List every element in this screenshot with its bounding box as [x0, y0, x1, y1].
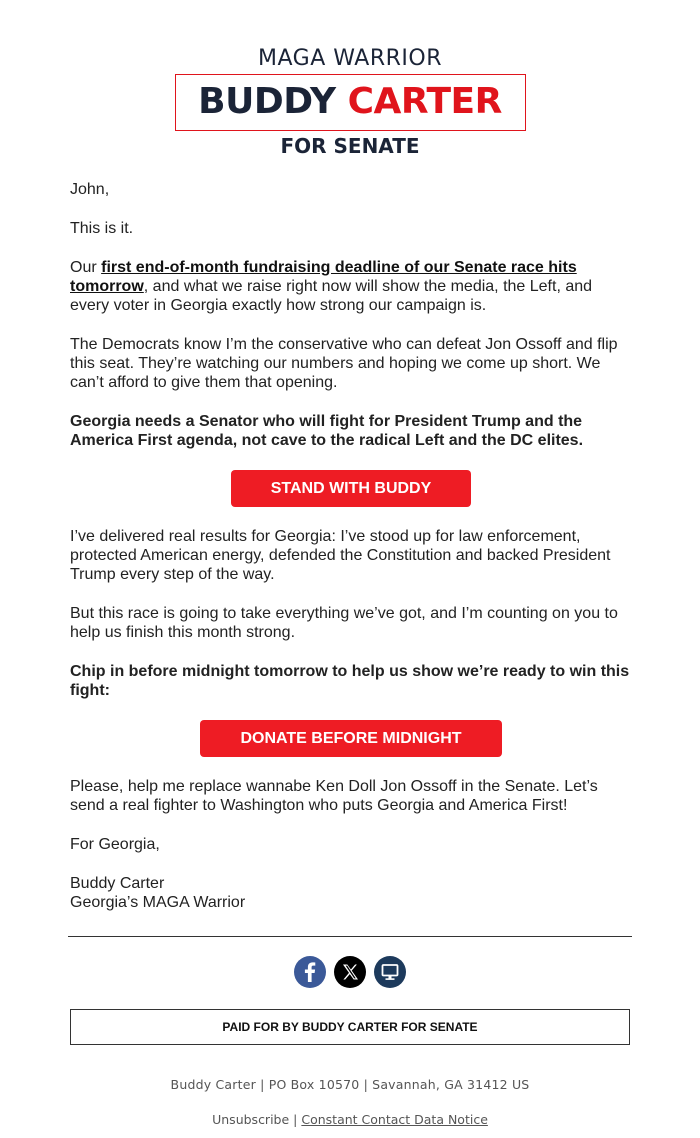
email-body: [70, 180, 632, 932]
data-notice-link[interactable]: Constant Contact Data Notice: [301, 1112, 488, 1127]
cta-1-wrap: [70, 470, 632, 507]
paragraph-7: Chip in before midnight tomorrow to help us show we’re ready to win this fight:: [70, 663, 630, 699]
mailing-address: Buddy Carter | PO Box 10570 | Savannah, GA 31412 US: [170, 1077, 530, 1092]
signature-name: Buddy Carter: [70, 875, 165, 892]
social-links: [0, 956, 700, 988]
paragraph-1: This is it.: [70, 220, 134, 237]
paragraph-4: Georgia needs a Senator who will fight for President Trump and the America First agenda, not cave to the radical Left and the DC elites.: [70, 413, 584, 449]
paragraph-2-prefix: Our: [70, 259, 102, 276]
logo-name-box: [175, 74, 526, 131]
footer-links: [0, 1112, 700, 1127]
paragraph-2: [70, 258, 632, 315]
footer-divider: [68, 936, 632, 937]
donate-before-midnight-button[interactable]: DONATE BEFORE MIDNIGHT: [200, 720, 502, 757]
paid-for-disclaimer: PAID FOR BY BUDDY CARTER FOR SENATE: [70, 1009, 630, 1045]
paragraph-2-suffix: , and what we raise right now will show the media, the Left, and every voter in Georgia exactly how strong our campaign is.: [70, 278, 593, 314]
logo-top-line: MAGA WARRIOR: [258, 46, 442, 71]
logo-bottom-line: FOR SENATE: [280, 134, 420, 158]
unsubscribe-link[interactable]: Unsubscribe: [212, 1112, 290, 1127]
deadline-link[interactable]: first end-of-month fundraising deadline of our Senate race hits tomorrow: [70, 259, 577, 295]
signature-title: Georgia’s MAGA Warrior: [70, 894, 246, 911]
x-icon[interactable]: [334, 956, 366, 988]
closing: For Georgia,: [70, 836, 160, 853]
greeting: John,: [70, 181, 110, 198]
stand-with-buddy-button[interactable]: STAND WITH BUDDY: [231, 470, 471, 507]
website-icon[interactable]: [374, 956, 406, 988]
paragraph-8: Please, help me replace wannabe Ken Doll Jon Ossoff in the Senate. Let’s send a real fighter to Washington who puts Georgia and America First!: [70, 778, 598, 814]
logo-last-name: CARTER: [347, 81, 502, 122]
footer-separator: |: [289, 1112, 302, 1127]
campaign-logo: [0, 44, 700, 161]
cta-2-wrap: [70, 720, 632, 757]
logo-first-name: BUDDY: [198, 81, 336, 122]
paragraph-3: The Democrats know I’m the conservative who can defeat Jon Ossoff and flip this seat. They’re watching our numbers and hoping we come up short. We can’t afford to give them that opening.: [70, 336, 618, 391]
paragraph-5: I’ve delivered real results for Georgia: I’ve stood up for law enforcement, protected American energy, defended the Constitution and backed President Trump every step of the way.: [70, 528, 611, 583]
paragraph-6: But this race is going to take everything we’ve got, and I’m counting on you to help us finish this month strong.: [70, 605, 618, 641]
signature: [70, 874, 632, 912]
facebook-icon[interactable]: [294, 956, 326, 988]
